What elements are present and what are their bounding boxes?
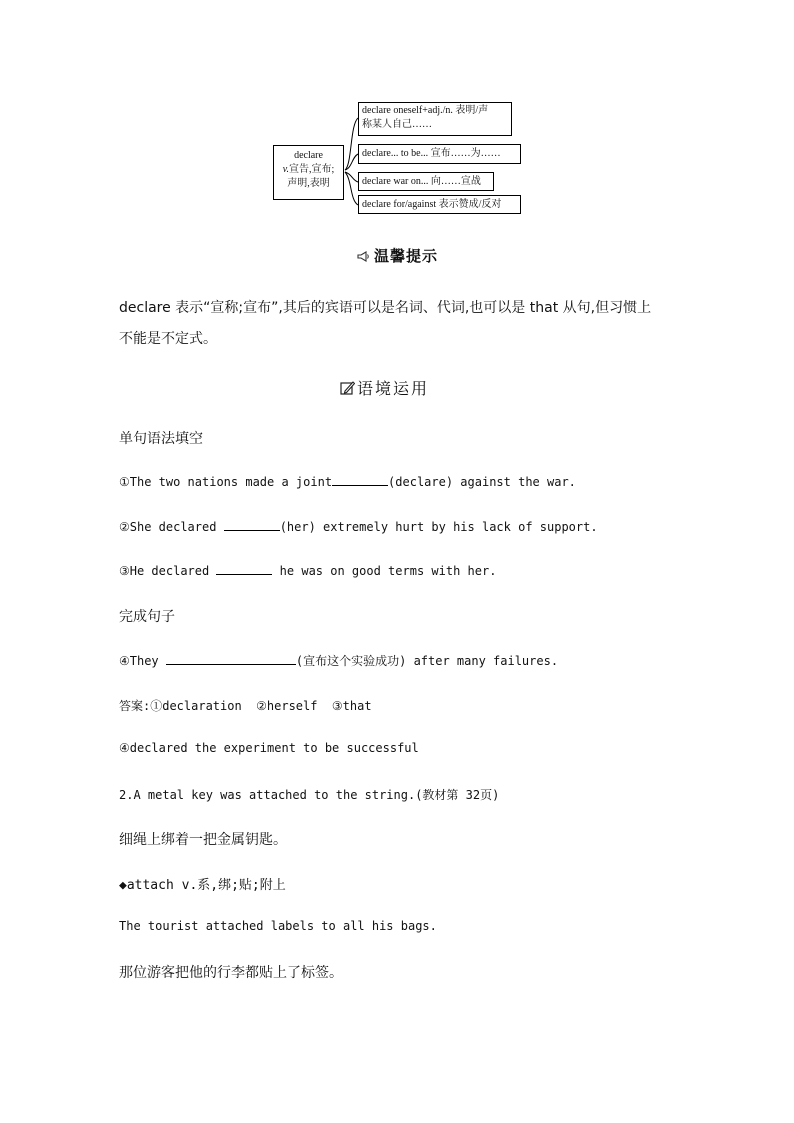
diagram-root-box [273,145,344,200]
branch-box-4 [358,195,521,214]
megaphone-icon [357,247,371,266]
connector-2 [345,154,358,170]
root-word: declare [294,150,323,161]
connector-3 [345,172,358,182]
exercise1-heading: 单句语法填空 [119,431,203,447]
branch-box-2 [358,144,521,164]
branch-box-1 [358,102,512,136]
connector-1 [345,118,358,170]
connector-4 [345,172,358,205]
q2-suffix: (her) extremely hurt by his lack of support. [279,520,598,534]
item2-word-entry: ◆attach v.系,绑;贴;附上 [119,878,286,893]
answers-line-2: ④declared the experiment to be successful [119,741,419,755]
item2-example-translation: 那位游客把他的行李都贴上了标签。 [119,965,343,981]
branch-3-line1: declare war on... 向……宣战 [362,176,481,187]
question-3 [119,563,496,578]
question-4 [119,652,558,669]
root-def-line2: 声明,表明 [287,178,330,189]
q3-prefix: ③He declared [119,564,217,578]
branch-1-line1: declare oneself+adj./n. 表明/声 [362,105,489,116]
tip-heading [357,245,438,266]
tip-line-2: 不能是不定式。 [119,331,217,347]
section-title: 语境运用 [357,379,430,398]
q4-blank[interactable] [166,653,296,665]
question-1 [119,474,576,489]
q4-prefix: ④They [119,654,166,668]
branch-1-line2: 称某人自己…… [362,119,432,130]
q1-blank[interactable] [332,474,388,486]
tip-title: 温馨提示 [374,247,439,265]
answers-line-1: 答案:①declaration ②herself ③that [119,699,372,713]
exercise2-heading: 完成句子 [119,609,175,625]
q2-blank[interactable] [224,519,280,531]
tip-line-1: declare 表示“宣称;宣布”,其后的宾语可以是名词、代词,也可以是 that 从句,但习惯上 [119,300,652,316]
item2-example: The tourist attached labels to all his bags. [119,919,437,933]
item2-translation: 细绳上绑着一把金属钥匙。 [119,832,287,848]
item2-sentence: 2.A metal key was attached to the string.(教材第 32页) [119,788,500,802]
q3-blank[interactable] [216,563,272,575]
q2-prefix: ②She declared [119,520,224,534]
root-def-line1: 宣告,宣布; [288,164,335,175]
q1-prefix: ①The two nations made a joint [119,475,333,489]
q1-suffix: (declare) against the war. [388,475,576,489]
branch-2-line1: declare... to be... 宣布……为…… [362,148,501,159]
q3-suffix: he was on good terms with her. [272,564,497,578]
pencil-icon [340,380,355,399]
branch-box-3 [358,172,494,191]
root-pos: v. [282,164,289,175]
question-2 [119,519,598,534]
branch-4-line1: declare for/against 表示赞成/反对 [362,199,502,210]
q4-suffix: (宣布这个实验成功) after many failures. [295,654,559,668]
section-heading [340,376,429,399]
